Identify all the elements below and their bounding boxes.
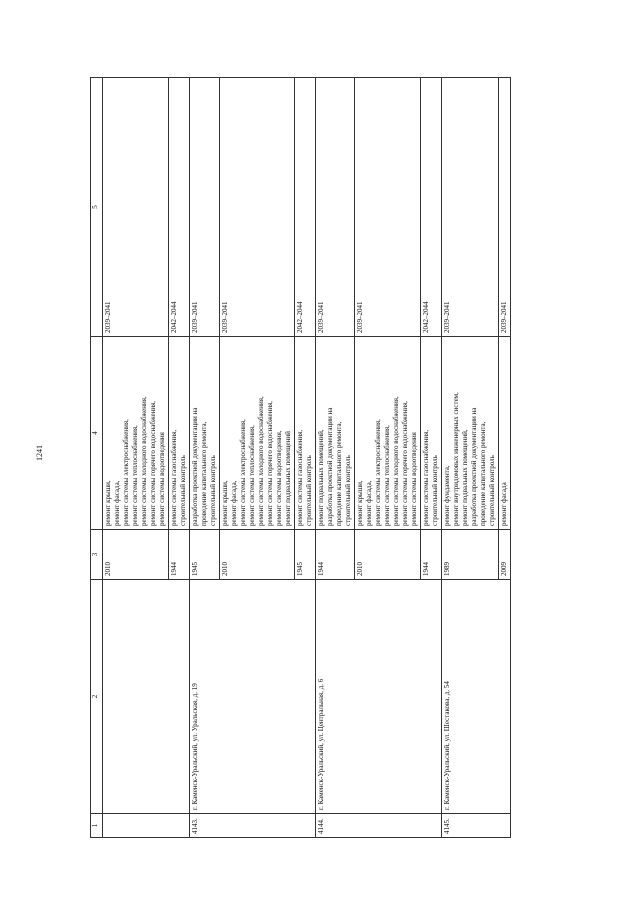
- work-item: ремонт подвальных помещений: [284, 431, 292, 526]
- period-cell: 2042–2044: [295, 78, 316, 337]
- work-item: строительный контроль: [305, 455, 313, 526]
- work-item: проведение капитального ремонта,: [335, 421, 343, 526]
- year-cell: 1945: [190, 530, 220, 580]
- work-item: ремонт системы теплоснабжения,: [383, 425, 391, 526]
- work-item: ремонт фасада,: [230, 480, 238, 526]
- work-item: ремонт системы горячего водоснабжения,: [149, 400, 157, 526]
- work-item: строительный контроль: [488, 455, 496, 526]
- work-item: проведение капитального ремонта,: [200, 421, 208, 526]
- header-col-4: 4: [91, 337, 103, 530]
- row-number: [103, 814, 190, 838]
- address-cell: [103, 580, 190, 814]
- period-cell: 2039–2041: [442, 78, 499, 337]
- works-cell: [442, 337, 499, 530]
- works-cell: [103, 337, 169, 530]
- work-item: ремонт системы холодного водоснабжения,: [392, 396, 400, 526]
- work-item: ремонт системы теплоснабжения,: [131, 425, 139, 526]
- work-item: ремонт системы горячего водоснабжения,: [401, 400, 409, 526]
- work-item: ремонт системы газоснабжения,: [422, 429, 430, 526]
- table-row: [103, 78, 169, 838]
- works-cell: [190, 337, 220, 530]
- work-item: строительный контроль: [209, 455, 217, 526]
- work-item: ремонт системы электроснабжения,: [239, 419, 247, 526]
- year-cell: 1945: [295, 530, 316, 580]
- work-item: ремонт системы холодного водоснабжения,: [257, 396, 265, 526]
- works-cell: [220, 337, 295, 530]
- works-cell: [295, 337, 316, 530]
- work-item: разработка проектной документации на: [191, 407, 199, 526]
- year-cell: 2009: [499, 530, 511, 580]
- address-cell: г. Каменск-Уральский, ул. Уральская, д. 19: [190, 580, 316, 814]
- row-number: 4145.: [442, 814, 511, 838]
- works-cell: [499, 337, 511, 530]
- header-col-2: 2: [91, 580, 103, 814]
- period-cell: 2039–2041: [316, 78, 355, 337]
- work-item: строительный контроль: [431, 455, 439, 526]
- year-cell: 2010: [103, 530, 169, 580]
- period-cell: 2039–2041: [103, 78, 169, 337]
- work-item: проведение капитального ремонта,: [479, 421, 487, 526]
- year-cell: 1989: [442, 530, 499, 580]
- work-item: ремонт подвальных помещений,: [461, 429, 469, 526]
- work-item: ремонт внутридомовых инженерных систем,: [452, 392, 460, 526]
- work-item: ремонт фасада,: [365, 480, 373, 526]
- year-cell: 2010: [355, 530, 421, 580]
- year-cell: 1944: [316, 530, 355, 580]
- work-item: ремонт системы водоотведения: [410, 432, 418, 526]
- table-row: [442, 78, 499, 838]
- rotated-table-container: [90, 78, 590, 838]
- period-cell: 2039–2041: [499, 78, 511, 337]
- work-item: ремонт системы газоснабжения,: [296, 429, 304, 526]
- address-cell: г. Каменск-Уральский, ул. Шестакова, д. 54: [442, 580, 511, 814]
- work-item: ремонт фундамента,: [443, 465, 451, 526]
- repair-schedule-table: [90, 77, 511, 838]
- work-item: ремонт крыши,: [104, 480, 112, 526]
- period-cell: 2039–2041: [355, 78, 421, 337]
- header-col-5: 5: [91, 78, 103, 337]
- table-row: [190, 78, 220, 838]
- row-number: 4144.: [316, 814, 442, 838]
- period-cell: 2039–2041: [190, 78, 220, 337]
- work-item: ремонт системы электроснабжения,: [374, 419, 382, 526]
- table-body: [103, 78, 511, 838]
- table-row: [316, 78, 355, 838]
- header-col-1: 1: [91, 814, 103, 838]
- row-number: 4143.: [190, 814, 316, 838]
- period-cell: 2042–2044: [421, 78, 442, 337]
- works-cell: [169, 337, 190, 530]
- work-item: ремонт системы электроснабжения,: [122, 419, 130, 526]
- header-col-3: 3: [91, 530, 103, 580]
- work-item: ремонт системы водоотведения,: [275, 430, 283, 526]
- works-cell: [355, 337, 421, 530]
- work-item: ремонт системы холодного водоснабжения,: [140, 396, 148, 526]
- year-cell: 1944: [421, 530, 442, 580]
- work-item: ремонт системы водоотведения: [158, 432, 166, 526]
- work-item: ремонт системы газоснабжения,: [170, 429, 178, 526]
- work-item: ремонт фасада,: [113, 480, 121, 526]
- work-item: ремонт системы теплоснабжения,: [248, 425, 256, 526]
- works-cell: [421, 337, 442, 530]
- work-item: ремонт фасада: [500, 482, 508, 526]
- header-row: [91, 78, 103, 838]
- work-item: ремонт системы горячего водоснабжения,: [266, 400, 274, 526]
- period-cell: 2039–2041: [220, 78, 295, 337]
- work-item: ремонт подвальных помещений,: [317, 429, 325, 526]
- year-cell: 1944: [169, 530, 190, 580]
- work-item: разработка проектной документации на: [326, 407, 334, 526]
- works-cell: [316, 337, 355, 530]
- work-item: ремонт крыши,: [221, 480, 229, 526]
- work-item: ремонт крыши,: [356, 480, 364, 526]
- period-cell: 2042–2044: [169, 78, 190, 337]
- work-item: разработка проектной документации на: [470, 407, 478, 526]
- page-number: 1241: [35, 445, 44, 461]
- address-cell: г. Каменск-Уральский, ул. Центральная, д. 6: [316, 580, 442, 814]
- work-item: строительный контроль: [179, 455, 187, 526]
- work-item: строительный контроль: [344, 455, 352, 526]
- year-cell: 2010: [220, 530, 295, 580]
